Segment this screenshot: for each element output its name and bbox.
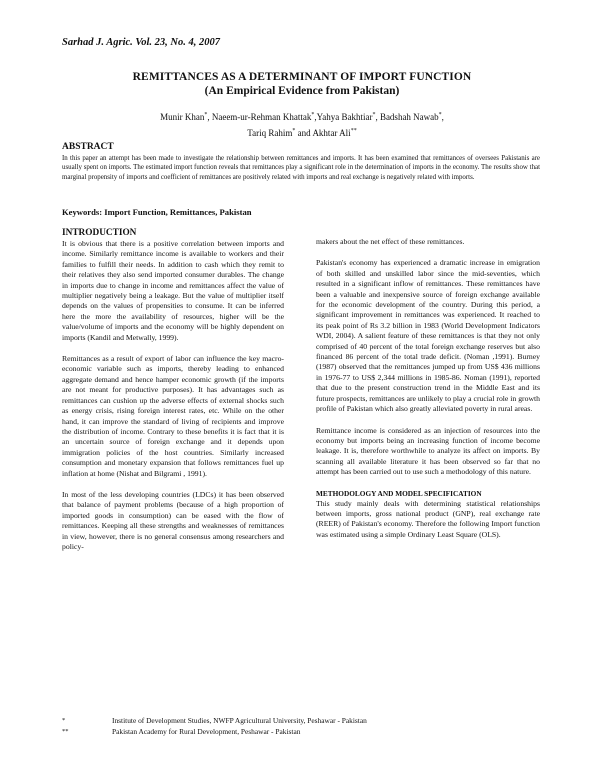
paragraph: makers about the net effect of these remittances.	[316, 237, 465, 246]
author-name: Akhtar Ali	[312, 128, 351, 138]
footnotes	[62, 715, 540, 737]
author-list	[62, 108, 542, 140]
footnote-mark: **	[62, 728, 69, 735]
author-name: Munir Khan	[160, 112, 205, 122]
author-name: Yahya Bakhtiar	[316, 112, 373, 122]
methodology-heading: METHODOLOGY AND MODEL SPECIFICATION	[316, 488, 482, 498]
author-name: Naeem-ur-Rehman Khattak	[211, 112, 312, 122]
author-name: Tariq Rahim	[247, 128, 293, 138]
affiliation-mark: *	[372, 112, 376, 118]
footnote	[62, 715, 540, 726]
footnote	[62, 726, 540, 737]
paragraph: This study mainly deals with determining statistical relationships between imports, gross national product (GNP), real exchange rate (REER) of Pakistan's economy. Therefore the following Import function was estimated using a simple Ordinary Least Square (OLS).	[316, 498, 540, 539]
paragraph: It is obvious that there is a positive correlation between imports and income. Similarly remittance income is available to workers and their families to fulfill their needs. In addition to cash which they remit to their relatives they also send imported consumer durables. The change in imports due to change in income and remittances affect the value of multiplier negatively being a leakage. But the value of multiplier itself depends on the values of propensities to consume. It can be inferred here the more the availability of resources, higher will be the value/volume of imports and the economy will be highly dependent on imports (Kandil and Metwally, 1999).	[62, 239, 284, 342]
paragraph: Remittance income is considered as an injection of resources into the economy but imports being an increasing function of income become leakage. It is, therefore worthwhile to analyze its affect on imports. By scanning all available literature it has been observed so far that no attempt has been carried out to use such a methodology of this nature.	[316, 425, 540, 477]
introduction-heading: INTRODUCTION	[62, 228, 137, 238]
affiliation-mark: *	[311, 112, 315, 118]
paragraph: Pakistan's economy has experienced a dramatic increase in emigration of both skilled and unskilled labor since the mid-seventies, which resulted in a significant inflow of remittances. These remittances have been a valuable and inexpensive source of foreign exchange available for the economic development of the country. During this period, a significant improvement in remittances was experienced. It reached to its peak point of Rs 3.2 billion in 1983 (World Development Indicators WDI, 2004). A salient feature of these remittances is that they not only comprised of 40 percent of the total foreign exchange reserves but also financed 86 percent of the total trade deficit. (Noman ,1991). Burney (1987) observed that the remittances jumped up from US$ 436 millions in 1976-77 to US$ 2,344 millions in 1985-86. Noman (1991), reported that due to the present construction trend in the Middle East and its future prospects, remittances are unlikely to play a crucial role in growth profile of Pakistan which also greatly alleviated poverty in rural areas.	[316, 258, 540, 414]
keywords: Keywords: Import Function, Remittances, Pakistan	[62, 207, 252, 217]
right-column	[316, 237, 540, 551]
affiliation-mark: *	[292, 128, 296, 134]
abstract-heading: ABSTRACT	[62, 142, 114, 152]
abstract-text: In this paper an attempt has been made to investigate the relationship between remittances and imports. It has been examined that remittances of oversees Pakistanis are usually spent on imports. The estimated import function reveals that remittances play a significant role in the determination of imports in the economy. The results show that marginal propensity of imports and coefficient of remittances are positively related with imports and real exchange is negatively related with imports.	[62, 155, 540, 181]
affiliation-mark: *	[438, 112, 442, 118]
author-line-2	[62, 124, 542, 140]
footnote-mark: *	[62, 717, 66, 724]
affiliation-mark: **	[350, 128, 357, 134]
author-conjunction: and	[297, 128, 311, 138]
left-column	[62, 228, 284, 563]
journal-citation: Sarhad J. Agric. Vol. 23, No. 4, 2007	[62, 37, 221, 48]
footnote-text: Pakistan Academy for Rural Development, Peshawar - Pakistan	[112, 727, 301, 736]
affiliation-mark: *	[204, 112, 208, 118]
footnote-text: Institute of Development Studies, NWFP Agricultural University, Peshawar - Pakistan	[112, 716, 367, 725]
author-line-1: Munir Khan*, Naeem-ur-Rehman Khattak*,Yahya Bakhtiar*, Badshah Nawab*,	[160, 112, 444, 122]
paper-title: REMITTANCES AS A DETERMINANT OF IMPORT FUNCTION	[132, 71, 472, 83]
author-name: Badshah Nawab	[379, 112, 439, 122]
paper-subtitle: (An Empirical Evidence from Pakistan)	[204, 85, 400, 97]
paragraph: Remittances as a result of export of labor can influence the key macro-economic variable such as imports, thereby leading to enhanced aggregate demand and hence hamper economic growth (if the imports are not meant for productive purposes). It has advantages such as remittances can cushion up the adverse effects of external shocks such as energy crisis, rising foreign interest rates, etc. While on the other hand, it can improve the standard of living of recipients and improve the distribution of income. Contrary to these benefits it is fact that it is an uncertain source of foreign exchange and it depends upon immigration policies of the host countries. Similarly increased consumption and monetary expansion that follows remittances fuel up inflation at home (Nishat and Bilgrami , 1991).	[62, 354, 284, 478]
paragraph: In most of the less developing countries (LDCs) it has been observed that balance of payment problems (because of a high proportion of imported goods in consumption) can be eased with the flow of remittances. Keeping all these strengths and weaknesses of remittances in view, however, there is no general consensus among researchers and policy-	[62, 489, 284, 551]
